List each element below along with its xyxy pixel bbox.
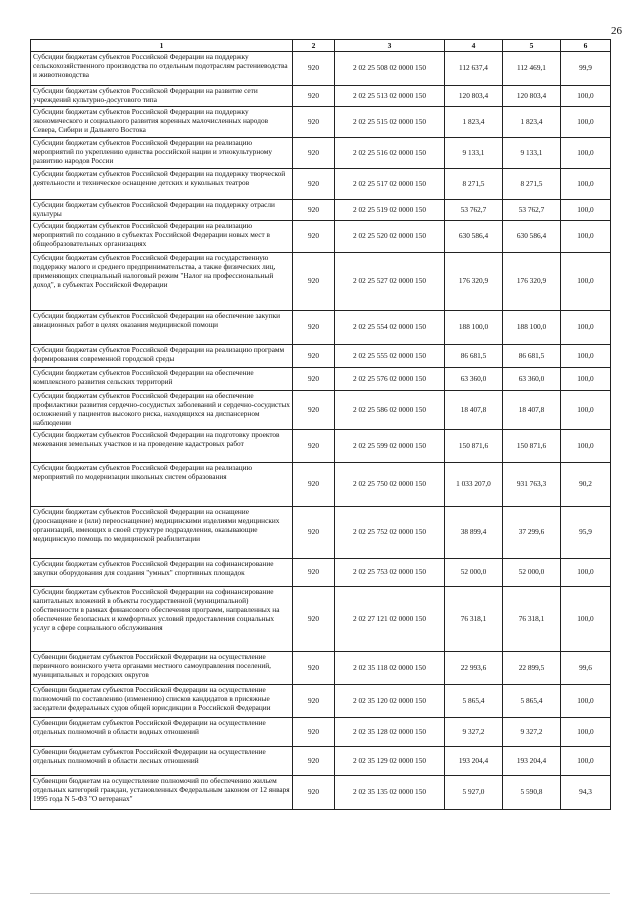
planned-amount: 1 823,4 xyxy=(445,107,503,138)
admin-code: 920 xyxy=(293,221,335,253)
actual-amount: 150 871,6 xyxy=(503,430,561,463)
planned-amount: 53 762,7 xyxy=(445,200,503,221)
table-row xyxy=(31,776,611,810)
actual-amount: 37 299,6 xyxy=(503,507,561,559)
column-header: 3 xyxy=(335,40,445,52)
row-name: Субсидии бюджетам субъектов Российской Федерации на поддержку творческой деятельности и техническое оснащение детских и кукольных театров xyxy=(31,169,293,200)
execution-percent: 100,0 xyxy=(561,345,611,368)
actual-amount: 53 762,7 xyxy=(503,200,561,221)
table-row xyxy=(31,169,611,200)
actual-amount: 63 360,0 xyxy=(503,368,561,391)
row-name: Субсидии бюджетам субъектов Российской Федерации на реализацию программ формирования современной городской среды xyxy=(31,345,293,368)
budget-code: 2 02 25 753 02 0000 150 xyxy=(335,559,445,587)
budget-code: 2 02 25 576 02 0000 150 xyxy=(335,368,445,391)
execution-percent: 99,9 xyxy=(561,52,611,86)
table-row xyxy=(31,368,611,391)
row-name: Субсидии бюджетам субъектов Российской Федерации на подготовку проектов межевания земельных участков и на проведение кадастровых работ xyxy=(31,430,293,463)
budget-code: 2 02 25 520 02 0000 150 xyxy=(335,221,445,253)
admin-code: 920 xyxy=(293,345,335,368)
execution-percent: 100,0 xyxy=(561,86,611,107)
column-header: 1 xyxy=(31,40,293,52)
admin-code: 920 xyxy=(293,652,335,685)
table-row xyxy=(31,253,611,311)
admin-code: 920 xyxy=(293,718,335,747)
admin-code: 920 xyxy=(293,311,335,345)
budget-code: 2 02 25 750 02 0000 150 xyxy=(335,463,445,507)
execution-percent: 100,0 xyxy=(561,311,611,345)
actual-amount: 18 407,8 xyxy=(503,391,561,430)
admin-code: 920 xyxy=(293,391,335,430)
budget-code: 2 02 25 554 02 0000 150 xyxy=(335,311,445,345)
table-row xyxy=(31,200,611,221)
planned-amount: 52 000,0 xyxy=(445,559,503,587)
table-row xyxy=(31,391,611,430)
admin-code: 920 xyxy=(293,559,335,587)
budget-code: 2 02 25 515 02 0000 150 xyxy=(335,107,445,138)
execution-percent: 100,0 xyxy=(561,107,611,138)
table-row xyxy=(31,559,611,587)
admin-code: 920 xyxy=(293,86,335,107)
execution-percent: 100,0 xyxy=(561,200,611,221)
planned-amount: 9 327,2 xyxy=(445,718,503,747)
row-name: Субсидии бюджетам субъектов Российской Федерации на реализацию мероприятий по модернизации школьных систем образования xyxy=(31,463,293,507)
admin-code: 920 xyxy=(293,776,335,810)
execution-percent: 100,0 xyxy=(561,368,611,391)
execution-percent: 90,2 xyxy=(561,463,611,507)
execution-percent: 100,0 xyxy=(561,430,611,463)
column-header: 2 xyxy=(293,40,335,52)
budget-code: 2 02 25 527 02 0000 150 xyxy=(335,253,445,311)
admin-code: 920 xyxy=(293,169,335,200)
row-name: Субсидии бюджетам субъектов Российской Федерации на поддержку сельскохозяйственного производства по отдельным подотраслям растениеводства и животноводства xyxy=(31,52,293,86)
planned-amount: 38 899,4 xyxy=(445,507,503,559)
row-name: Субсидии бюджетам субъектов Российской Федерации на обеспечение закупки авиационных работ в целях оказания медицинской помощи xyxy=(31,311,293,345)
actual-amount: 176 320,9 xyxy=(503,253,561,311)
execution-percent: 100,0 xyxy=(561,253,611,311)
table-row xyxy=(31,221,611,253)
admin-code: 920 xyxy=(293,430,335,463)
execution-percent: 100,0 xyxy=(561,169,611,200)
table-row xyxy=(31,138,611,169)
budget-code: 2 02 25 555 02 0000 150 xyxy=(335,345,445,368)
row-name: Субсидии бюджетам субъектов Российской Федерации на государственную поддержку малого и среднего предпринимательства, а также физических лиц, применяющих специальный налоговый режим "Налог на профессиональный доход", в субъектах Российской Федерации xyxy=(31,253,293,311)
page-bottom-rule xyxy=(30,893,610,894)
actual-amount: 52 000,0 xyxy=(503,559,561,587)
actual-amount: 5 865,4 xyxy=(503,685,561,718)
actual-amount: 193 204,4 xyxy=(503,747,561,776)
row-name: Субсидии бюджетам субъектов Российской Федерации на реализацию мероприятий по созданию в субъектах Российской Федерации новых мест в общеобразовательных организациях xyxy=(31,221,293,253)
table-row xyxy=(31,718,611,747)
actual-amount: 188 100,0 xyxy=(503,311,561,345)
execution-percent: 100,0 xyxy=(561,747,611,776)
budget-code: 2 02 35 118 02 0000 150 xyxy=(335,652,445,685)
table-row xyxy=(31,587,611,652)
planned-amount: 8 271,5 xyxy=(445,169,503,200)
planned-amount: 5 927,0 xyxy=(445,776,503,810)
planned-amount: 150 871,6 xyxy=(445,430,503,463)
execution-percent: 100,0 xyxy=(561,221,611,253)
execution-percent: 100,0 xyxy=(561,685,611,718)
budget-code: 2 02 35 120 02 0000 150 xyxy=(335,685,445,718)
column-header-row xyxy=(31,40,611,52)
planned-amount: 1 033 207,0 xyxy=(445,463,503,507)
planned-amount: 188 100,0 xyxy=(445,311,503,345)
row-name: Субвенции бюджетам субъектов Российской Федерации на осуществление первичного воинского учета органами местного самоуправления поселений, муниципальных и городских округов xyxy=(31,652,293,685)
table-row xyxy=(31,107,611,138)
row-name: Субвенции бюджетам субъектов Российской Федерации на осуществление отдельных полномочий в области водных отношений xyxy=(31,718,293,747)
row-name: Субвенции бюджетам субъектов Российской Федерации на осуществление отдельных полномочий в области лесных отношений xyxy=(31,747,293,776)
column-header: 5 xyxy=(503,40,561,52)
execution-percent: 100,0 xyxy=(561,138,611,169)
planned-amount: 120 803,4 xyxy=(445,86,503,107)
actual-amount: 9 133,1 xyxy=(503,138,561,169)
row-name: Субсидии бюджетам субъектов Российской Федерации на поддержку экономического и социального развития коренных малочисленных народов Севера, Сибири и Дальнего Востока xyxy=(31,107,293,138)
row-name: Субсидии бюджетам субъектов Российской Федерации на развитие сети учреждений культурно-досугового типа xyxy=(31,86,293,107)
admin-code: 920 xyxy=(293,200,335,221)
budget-code: 2 02 25 517 02 0000 150 xyxy=(335,169,445,200)
planned-amount: 193 204,4 xyxy=(445,747,503,776)
actual-amount: 1 823,4 xyxy=(503,107,561,138)
execution-percent: 100,0 xyxy=(561,391,611,430)
admin-code: 920 xyxy=(293,138,335,169)
budget-code: 2 02 35 128 02 0000 150 xyxy=(335,718,445,747)
admin-code: 920 xyxy=(293,463,335,507)
budget-code: 2 02 25 586 02 0000 150 xyxy=(335,391,445,430)
planned-amount: 18 407,8 xyxy=(445,391,503,430)
budget-code: 2 02 27 121 02 0000 150 xyxy=(335,587,445,652)
admin-code: 920 xyxy=(293,107,335,138)
actual-amount: 9 327,2 xyxy=(503,718,561,747)
actual-amount: 630 586,4 xyxy=(503,221,561,253)
row-name: Субвенции бюджетам на осуществление полномочий по обеспечению жильем отдельных категорий граждан, установленных Федеральным законом от 12 января 1995 года N 5-ФЗ "О ветеранах" xyxy=(31,776,293,810)
table-row xyxy=(31,345,611,368)
table-row xyxy=(31,86,611,107)
column-header: 4 xyxy=(445,40,503,52)
budget-code: 2 02 25 599 02 0000 150 xyxy=(335,430,445,463)
admin-code: 920 xyxy=(293,253,335,311)
budget-code: 2 02 25 752 02 0000 150 xyxy=(335,507,445,559)
planned-amount: 112 637,4 xyxy=(445,52,503,86)
planned-amount: 22 993,6 xyxy=(445,652,503,685)
admin-code: 920 xyxy=(293,368,335,391)
budget-code: 2 02 35 135 02 0000 150 xyxy=(335,776,445,810)
row-name: Субсидии бюджетам субъектов Российской Федерации на оснащение (дооснащение и (или) переоснащение) медицинскими изделиями медицинских организаций, имеющих в своей структуре подразделения, оказывающие медицинскую помощь по медицинской реабилитации xyxy=(31,507,293,559)
planned-amount: 5 865,4 xyxy=(445,685,503,718)
page-number: 26 xyxy=(611,25,622,37)
actual-amount: 5 590,8 xyxy=(503,776,561,810)
row-name: Субсидии бюджетам субъектов Российской Федерации на обеспечение профилактики развития сердечно-сосудистых заболеваний и сердечно-сосудистых осложнений у пациентов высокого риска, находящихся на диспансерном наблюдении xyxy=(31,391,293,430)
actual-amount: 120 803,4 xyxy=(503,86,561,107)
row-name: Субсидии бюджетам субъектов Российской Федерации на софинансирование капитальных вложений в объекты государственной (муниципальной) собственности в рамках финансового обеспечения программ, направленных на обеспечение безопасных и комфортных условий предоставления социальных услуг в сфере социального обслуживания xyxy=(31,587,293,652)
table-row xyxy=(31,652,611,685)
execution-percent: 100,0 xyxy=(561,587,611,652)
budget-code: 2 02 25 519 02 0000 150 xyxy=(335,200,445,221)
admin-code: 920 xyxy=(293,587,335,652)
admin-code: 920 xyxy=(293,685,335,718)
execution-percent: 95,9 xyxy=(561,507,611,559)
column-header: 6 xyxy=(561,40,611,52)
budget-table xyxy=(30,39,611,810)
planned-amount: 86 681,5 xyxy=(445,345,503,368)
budget-code: 2 02 35 129 02 0000 150 xyxy=(335,747,445,776)
table-row xyxy=(31,747,611,776)
actual-amount: 76 318,1 xyxy=(503,587,561,652)
execution-percent: 100,0 xyxy=(561,718,611,747)
row-name: Субсидии бюджетам субъектов Российской Федерации на реализацию мероприятий по укреплению единства российской нации и этнокультурному развитию народов России xyxy=(31,138,293,169)
table-row xyxy=(31,430,611,463)
actual-amount: 86 681,5 xyxy=(503,345,561,368)
planned-amount: 63 360,0 xyxy=(445,368,503,391)
execution-percent: 94,3 xyxy=(561,776,611,810)
row-name: Субвенции бюджетам субъектов Российской Федерации на осуществление полномочий по составлению (изменению) списков кандидатов в присяжные заседатели федеральных судов общей юрисдикции в Российской Федерации xyxy=(31,685,293,718)
actual-amount: 112 469,1 xyxy=(503,52,561,86)
planned-amount: 630 586,4 xyxy=(445,221,503,253)
row-name: Субсидии бюджетам субъектов Российской Федерации на софинансирование закупки оборудования для создания "умных" спортивных площадок xyxy=(31,559,293,587)
table-row xyxy=(31,463,611,507)
table-row xyxy=(31,685,611,718)
actual-amount: 931 763,3 xyxy=(503,463,561,507)
row-name: Субсидии бюджетам субъектов Российской Федерации на обеспечение комплексного развития сельских территорий xyxy=(31,368,293,391)
budget-code: 2 02 25 516 02 0000 150 xyxy=(335,138,445,169)
planned-amount: 76 318,1 xyxy=(445,587,503,652)
row-name: Субсидии бюджетам субъектов Российской Федерации на поддержку отрасли культуры xyxy=(31,200,293,221)
execution-percent: 99,6 xyxy=(561,652,611,685)
admin-code: 920 xyxy=(293,52,335,86)
planned-amount: 9 133,1 xyxy=(445,138,503,169)
admin-code: 920 xyxy=(293,747,335,776)
execution-percent: 100,0 xyxy=(561,559,611,587)
table-row xyxy=(31,52,611,86)
budget-code: 2 02 25 513 02 0000 150 xyxy=(335,86,445,107)
actual-amount: 22 899,5 xyxy=(503,652,561,685)
table-row xyxy=(31,507,611,559)
planned-amount: 176 320,9 xyxy=(445,253,503,311)
admin-code: 920 xyxy=(293,507,335,559)
actual-amount: 8 271,5 xyxy=(503,169,561,200)
table-row xyxy=(31,311,611,345)
budget-code: 2 02 25 508 02 0000 150 xyxy=(335,52,445,86)
